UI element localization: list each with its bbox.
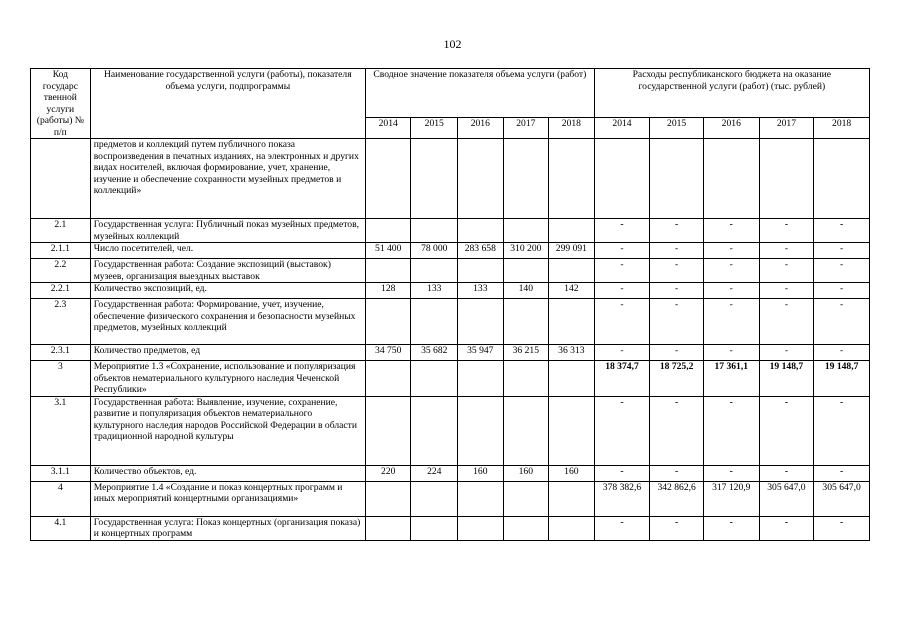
volume-value [411,516,458,540]
table-row [31,283,870,299]
volume-value [365,299,411,345]
volume-value: 128 [365,283,411,299]
row-name: Количество экспозиций, ед. [90,283,365,299]
expense-value: 19 148,7 [759,361,814,397]
volume-value [503,361,549,397]
volume-value [458,219,504,243]
expense-value [650,139,704,219]
volume-value: 160 [549,465,595,481]
volume-value [365,396,411,465]
volume-value [411,361,458,397]
volume-value [549,396,595,465]
expense-value [594,139,650,219]
expense-value: - [594,345,650,361]
expense-value: 317 120,9 [703,481,759,516]
expense-value: - [703,465,759,481]
volume-value [503,139,549,219]
header-expense-year: 2016 [703,118,759,139]
volume-value [365,139,411,219]
volume-value [411,481,458,516]
volume-value [411,219,458,243]
header-volume-year: 2018 [549,118,595,139]
volume-value [365,259,411,283]
header-expense-year: 2017 [759,118,814,139]
expense-value: 18 374,7 [594,361,650,397]
expense-value: - [594,516,650,540]
expense-value: - [703,516,759,540]
table-row [31,219,870,243]
table-body [31,139,870,541]
row-name: Мероприятие 1.3 «Сохранение, использование и популяризация объектов нематериального культурного наследия Чеченской Республики» [90,361,365,397]
expense-value: - [759,243,814,259]
row-code: 2.3.1 [31,345,91,361]
row-name: Число посетителей, чел. [90,243,365,259]
expense-value: - [650,259,704,283]
row-name: Количество предметов, ед [90,345,365,361]
volume-value [458,361,504,397]
table-row [31,243,870,259]
header-volume-year: 2014 [365,118,411,139]
row-code: 2.2 [31,259,91,283]
expense-value [759,139,814,219]
volume-value [503,481,549,516]
table-row [31,481,870,516]
expense-value: - [814,299,870,345]
row-code [31,139,91,219]
volume-value: 51 400 [365,243,411,259]
page-number: 102 [443,37,462,51]
expense-value: - [650,345,704,361]
table-row [31,361,870,397]
expense-value: - [759,345,814,361]
volume-value [549,516,595,540]
row-name: Количество объектов, ед. [90,465,365,481]
row-code: 3.1.1 [31,465,91,481]
expense-value: - [650,219,704,243]
volume-value: 299 091 [549,243,595,259]
expense-value: - [703,219,759,243]
expense-value: - [759,259,814,283]
header-expense-group: Расходы республиканского бюджета на оказание государственной услуги (работ) (тыс. рублей) [594,69,869,118]
volume-value [365,361,411,397]
expense-value: - [759,516,814,540]
volume-value [411,396,458,465]
volume-value: 160 [503,465,549,481]
expense-value: 342 862,6 [650,481,704,516]
table-row [31,299,870,345]
volume-value: 140 [503,283,549,299]
expense-value: - [594,259,650,283]
row-name: Государственная работа: Создание экспозиций (выставок) музеев, организация выездных выставок [90,259,365,283]
volume-value [458,259,504,283]
volume-value [549,361,595,397]
header-volume-group: Сводное значение показателя объема услуги (работ) [365,69,594,118]
expense-value: - [650,299,704,345]
expense-value: - [703,299,759,345]
row-name: Государственная работа: Выявление, изучение, сохранение, развитие и популяризация объектов нематериального культурного наследия народов Российской Федерации в области традиционной народной культуры [90,396,365,465]
header-name: Наименование государственной услуги (работы), показателя объема услуги, подпрограммы [90,69,365,139]
expense-value: - [759,465,814,481]
volume-value [549,481,595,516]
volume-value [503,259,549,283]
row-name: Государственная услуга: Показ концертных (организация показа) и концертных программ [90,516,365,540]
expense-value: - [814,283,870,299]
expense-value: - [650,283,704,299]
volume-value: 283 658 [458,243,504,259]
volume-value [365,481,411,516]
volume-value: 35 682 [411,345,458,361]
expense-value: - [594,465,650,481]
volume-value [411,259,458,283]
expense-value: - [703,243,759,259]
expense-value: - [594,396,650,465]
volume-value [365,219,411,243]
expense-value: - [759,219,814,243]
expense-value: 305 647,0 [759,481,814,516]
volume-value [549,219,595,243]
expense-value: 18 725,2 [650,361,704,397]
expense-value: - [703,345,759,361]
volume-value [458,481,504,516]
expense-value: - [703,259,759,283]
volume-value: 78 000 [411,243,458,259]
header-row-groups [31,69,870,118]
table-row [31,396,870,465]
row-code: 2.3 [31,299,91,345]
volume-value [411,139,458,219]
volume-value [549,259,595,283]
volume-value [503,299,549,345]
table-row [31,139,870,219]
row-code: 3 [31,361,91,397]
expense-value: - [814,345,870,361]
expense-value: 19 148,7 [814,361,870,397]
budget-table [30,68,870,541]
volume-value: 133 [458,283,504,299]
row-code: 2.1 [31,219,91,243]
volume-value: 224 [411,465,458,481]
row-name: Государственная работа: Формирование, учет, изучение, обеспечение физического сохранения и безопасности музейных предметов, музейных коллекций [90,299,365,345]
expense-value: - [814,259,870,283]
volume-value [458,396,504,465]
volume-value [503,396,549,465]
row-name: Государственная услуга: Публичный показ музейных предметов, музейных коллекций [90,219,365,243]
header-expense-year: 2015 [650,118,704,139]
volume-value [411,299,458,345]
expense-value: - [703,283,759,299]
expense-value: - [594,299,650,345]
volume-value: 36 313 [549,345,595,361]
expense-value: - [759,283,814,299]
expense-value: - [650,396,704,465]
expense-value [814,139,870,219]
volume-value [365,516,411,540]
header-expense-year: 2014 [594,118,650,139]
header-volume-year: 2015 [411,118,458,139]
table-row [31,345,870,361]
expense-value: - [814,219,870,243]
row-code: 2.2.1 [31,283,91,299]
expense-value: - [594,243,650,259]
volume-value: 220 [365,465,411,481]
expense-value: - [650,243,704,259]
volume-value [549,299,595,345]
expense-value: 17 361,1 [703,361,759,397]
expense-value: - [759,299,814,345]
expense-value: - [650,516,704,540]
volume-value [503,516,549,540]
volume-value: 160 [458,465,504,481]
row-code: 4 [31,481,91,516]
expense-value: 378 382,6 [594,481,650,516]
expense-value: - [650,465,704,481]
volume-value: 133 [411,283,458,299]
expense-value: - [703,396,759,465]
row-code: 4.1 [31,516,91,540]
row-code: 2.1.1 [31,243,91,259]
table-row [31,259,870,283]
volume-value [458,299,504,345]
expense-value: - [814,516,870,540]
expense-value: - [759,396,814,465]
volume-value: 35 947 [458,345,504,361]
volume-value [458,516,504,540]
volume-value: 142 [549,283,595,299]
volume-value: 310 200 [503,243,549,259]
expense-value: 305 647,0 [814,481,870,516]
volume-value: 36 215 [503,345,549,361]
volume-value: 34 750 [365,345,411,361]
header-expense-year: 2018 [814,118,870,139]
table-row [31,465,870,481]
row-name: предметов и коллекций путем публичного показа воспроизведения в печатных изданиях, на электронных и других видах носителей, включая формирование, учет, хранение, изучение и обеспечение сохранности музейных предметов и коллекций» [90,139,365,219]
expense-value: - [814,243,870,259]
header-code: Код государс твенной услуги (работы) № п/п [31,69,91,139]
row-name: Мероприятие 1.4 «Создание и показ концертных программ и иных мероприятий концертными организациями» [90,481,365,516]
expense-value: - [814,465,870,481]
expense-value [703,139,759,219]
expense-value: - [594,283,650,299]
header-volume-year: 2016 [458,118,504,139]
volume-value [458,139,504,219]
expense-value: - [594,219,650,243]
volume-value [549,139,595,219]
expense-value: - [814,396,870,465]
volume-value [503,219,549,243]
header-volume-year: 2017 [503,118,549,139]
table-row [31,516,870,540]
row-code: 3.1 [31,396,91,465]
